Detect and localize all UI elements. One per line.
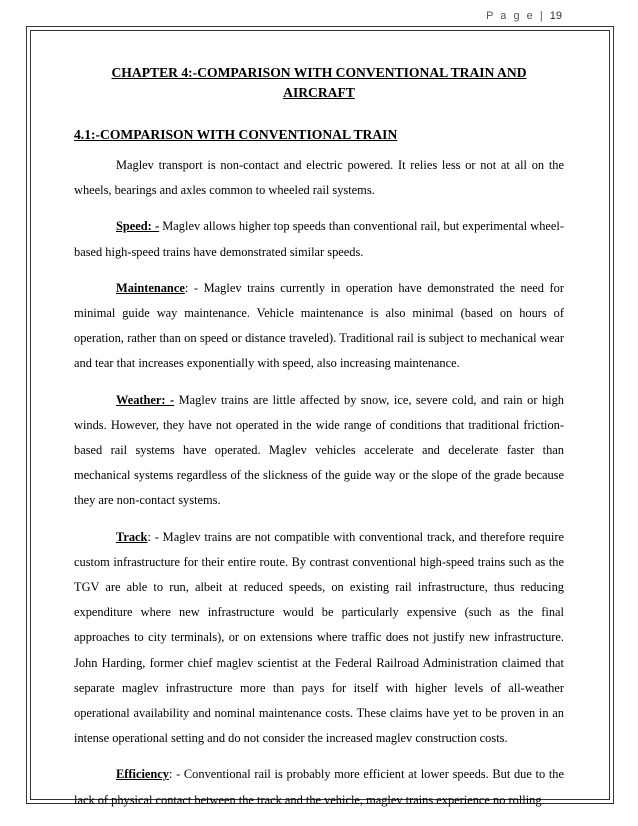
document-body	[74, 63, 564, 813]
paragraph-weather-text: Maglev trains are little affected by snow, ice, severe cold, and rain or high winds. However, they have not operated in the wide range of conditions that traditional friction-based rail systems have operated. Maglev vehicles accelerate and decelerate faster than mechanical systems regardless of the slickness of the guide way or the slope of the grade because they are non-contact systems.	[74, 392, 564, 508]
term-maintenance: Maintenance	[116, 280, 185, 295]
paragraph-speed	[74, 214, 564, 264]
section-title: 4.1:-COMPARISON WITH CONVENTIONAL TRAIN	[74, 127, 398, 142]
page-number: 19	[549, 10, 562, 22]
page-label: P a g e	[486, 10, 535, 22]
term-track: Track	[116, 529, 148, 544]
paragraph-weather	[74, 388, 564, 514]
page-header	[486, 10, 562, 22]
paragraph-efficiency-text: : - Conventional rail is probably more efficient at lower speeds. But due to the lack of physical contact between the track and the vehicle, maglev trains experience no rolling	[74, 767, 564, 807]
paragraph-track	[74, 525, 564, 752]
term-weather: Weather: -	[116, 392, 175, 407]
paragraph-maintenance	[74, 276, 564, 377]
paragraph-maintenance-text: : - Maglev trains currently in operation have demonstrated the need for minimal guide way maintenance. Vehicle maintenance is also minimal (based on hours of operation, rather than on speed or distance traveled). Traditional rail is subject to mechanical wear and tear that increases exponentially with speed, also increasing maintenance.	[74, 280, 564, 371]
paragraph-efficiency	[74, 762, 564, 812]
page-separator: |	[539, 10, 545, 22]
chapter-title: CHAPTER 4:-COMPARISON WITH CONVENTIONAL TRAIN AND AIRCRAFT	[111, 65, 527, 100]
term-efficiency: Efficiency	[116, 767, 169, 782]
intro-paragraph: Maglev transport is non-contact and electric powered. It relies less or not at all on the wheels, bearings and axles common to wheeled rail systems.	[74, 158, 564, 198]
term-speed: Speed: -	[116, 219, 160, 234]
paragraph-track-text: : - Maglev trains are not compatible with conventional track, and therefore require custom infrastructure for their entire route. By contrast conventional high-speed trains such as the TGV are able to run, albeit at reduced speeds, on existing rail infrastructure, thus reducing expenditure where new infrastructure would be particularly expensive (such as the final approaches to city terminals), or on extensions where traffic does not justify new infrastructure. John Harding, former chief maglev scientist at the Federal Railroad Administration claimed that separate maglev infrastructure more than pays for itself with higher levels of all-weather operational availability and nominal maintenance costs. These claims have yet to be proven in an intense operational setting and do not consider the increased maglev construction costs.	[74, 529, 564, 746]
paragraph-speed-text: Maglev allows higher top speeds than conventional rail, but experimental wheel-based high-speed trains have demonstrated similar speeds.	[74, 219, 564, 259]
